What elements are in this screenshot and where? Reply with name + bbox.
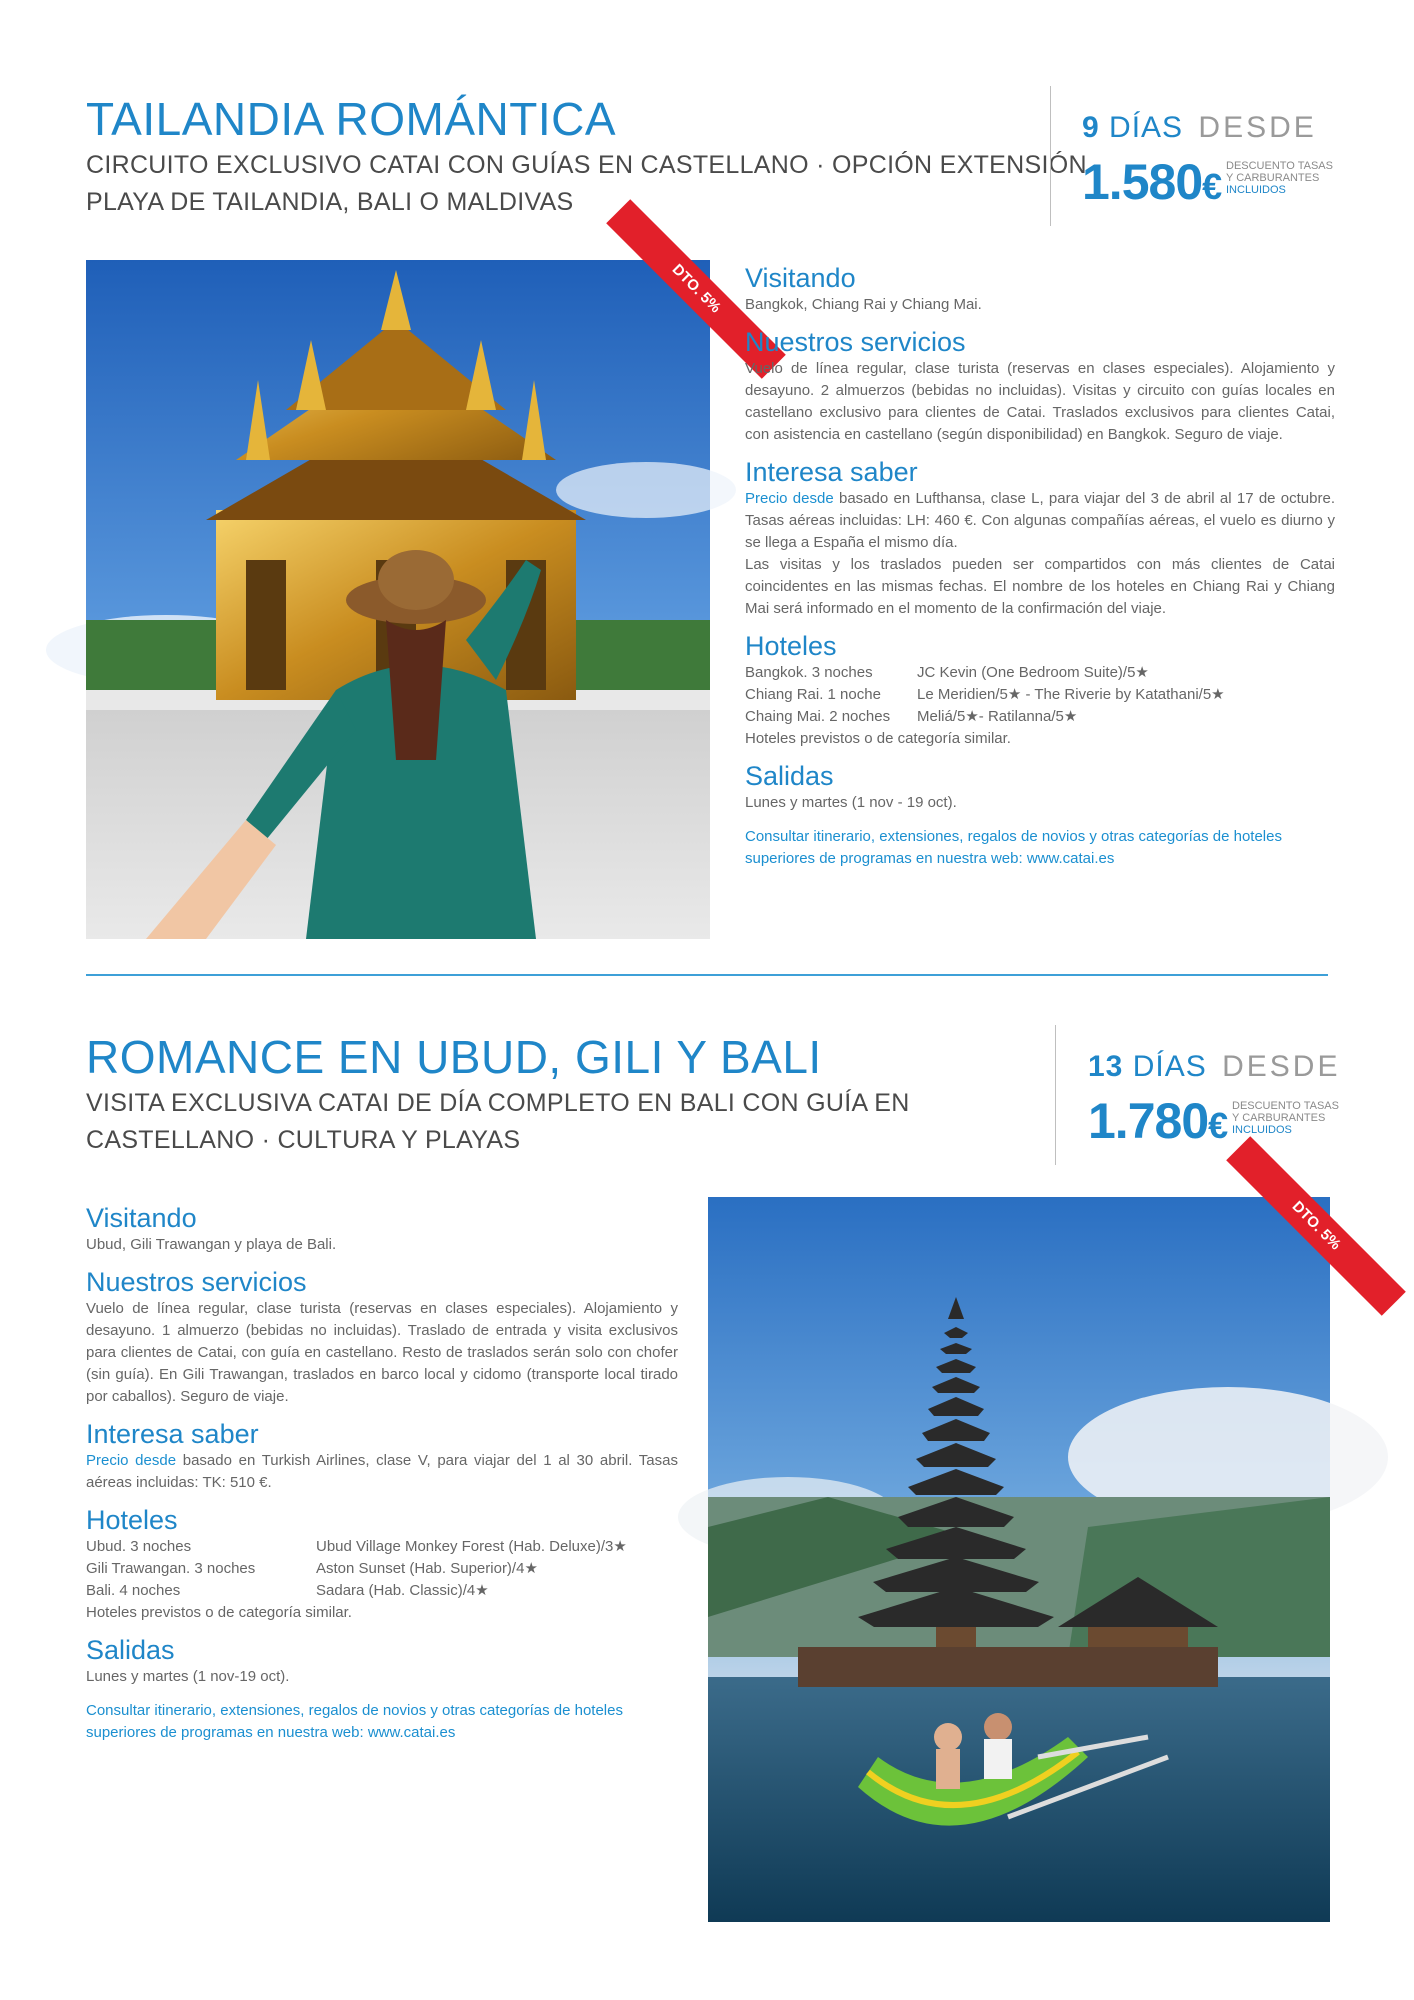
trip1-hoteles-note: Hoteles previstos o de categoría similar. xyxy=(745,730,1011,747)
trip2-servicios-heading: Nuestros servicios xyxy=(86,1267,307,1297)
trip1-precio-desde: Precio desde xyxy=(745,490,834,507)
trip1-price-value: 1.580 xyxy=(1082,154,1203,210)
trip1-note-line3: INCLUIDOS xyxy=(1226,184,1286,196)
trip2-discount-badge: DTO. 5% xyxy=(1226,1136,1406,1316)
trip2-desde: DESDE xyxy=(1222,1050,1341,1083)
trip1-title: TAILANDIA ROMÁNTICA xyxy=(86,93,617,145)
hotel-city: Bangkok. 3 noches xyxy=(745,664,873,681)
hotel-name: Aston Sunset (Hab. Superior)/4★ xyxy=(316,1560,538,1577)
trip1-days-number: 9 xyxy=(1082,111,1100,144)
trip2-interesa-heading: Interesa saber xyxy=(86,1419,259,1449)
trip1-price-note xyxy=(1226,160,1336,196)
trip1-subtitle-line1: CIRCUITO EXCLUSIVO CATAI CON GUÍAS EN CASTELLANO · OPCIÓN EXTENSIÓN xyxy=(86,151,1087,179)
trip1-days-label: DÍAS xyxy=(1109,111,1184,144)
hotel-city: Ubud. 3 noches xyxy=(86,1538,192,1555)
trip2-photo xyxy=(708,1197,1345,1922)
trip2-precio-desde: Precio desde xyxy=(86,1452,177,1469)
trip1-hotel-row xyxy=(745,706,1335,728)
trip1-website-link[interactable]: Consultar itinerario, extensiones, regalos de novios y otras categorías de hoteles superiores de programas en nuestra web: www.catai.es xyxy=(745,828,1282,867)
trip2-salidas-text: Lunes y martes (1 nov-19 oct). xyxy=(86,1668,290,1685)
hotel-city: Bali. 4 noches xyxy=(86,1582,181,1599)
trip1-interesa-text2: Las visitas y los traslados pueden ser compartidos con más clientes de Catai coincidentes en las mismas fechas. El nombre de los hoteles en Chiang Rai y Chiang Mai será informado en el momento de la confirmación del viaje. xyxy=(745,556,1335,617)
trip1-note-line1: DESCUENTO TASAS xyxy=(1226,160,1333,172)
trip2-visitando-text: Ubud, Gili Trawangan y playa de Bali. xyxy=(86,1236,337,1253)
trip1-servicios-heading: Nuestros servicios xyxy=(745,327,966,357)
trip1-interesa-heading: Interesa saber xyxy=(745,457,918,487)
trip1-subtitle-line2: PLAYA DE TAILANDIA, BALI O MALDIVAS xyxy=(86,188,574,216)
hotel-name: JC Kevin (One Bedroom Suite)/5★ xyxy=(917,664,1149,681)
trip2-subtitle-line1: VISITA EXCLUSIVA CATAI DE DÍA COMPLETO EN BALI CON GUÍA EN xyxy=(86,1089,910,1117)
trip1-visitando-heading: Visitando xyxy=(745,263,856,293)
trip1-salidas-text: Lunes y martes (1 nov - 19 oct). xyxy=(745,794,957,811)
trip1-discount-badge: DTO. 5% xyxy=(606,199,786,379)
hotel-name: Meliá/5★- Ratilanna/5★ xyxy=(917,708,1078,725)
trip2-visitando-heading: Visitando xyxy=(86,1203,197,1233)
trip2-note-line3: INCLUIDOS xyxy=(1232,1124,1292,1136)
trip2-salidas-heading: Salidas xyxy=(86,1635,175,1665)
trip2-subtitle-line2: CASTELLANO · CULTURA Y PLAYAS xyxy=(86,1126,521,1154)
thai-temple-illustration xyxy=(86,260,710,939)
hotel-city: Chaing Mai. 2 noches xyxy=(745,708,891,725)
trip2-servicios-text: Vuelo de línea regular, clase turista (reservas en clases especiales). Alojamiento y desayuno. 1 almuerzo (bebidas no incluidas). Traslado de entrada y visita exclusivos para clientes de Catai, con guía en castellano. Resto de traslados serán solo con chofer (sin guía). En Gili Trawangan, traslados en barco local y cidomo (transporte local tirado por caballos). Seguro de viaje. xyxy=(86,1300,678,1405)
trip1-hoteles-heading: Hoteles xyxy=(745,631,837,661)
trip1-visitando-text: Bangkok, Chiang Rai y Chiang Mai. xyxy=(745,296,982,313)
trip1-hotel-row xyxy=(745,684,1335,706)
trip2-hotel-row xyxy=(86,1580,678,1602)
trip2-days-number: 13 xyxy=(1088,1050,1124,1083)
trip2-interesa-part1: basado en Turkish Airlines, clase V, para viajar del 1 al 30 abril. Tasas aéreas incluidas: TK: 510 €. xyxy=(86,1452,678,1491)
trip2-price-value: 1.780 xyxy=(1088,1093,1209,1149)
bali-water-temple-illustration xyxy=(708,1197,1330,1922)
trip1-price-divider xyxy=(1050,86,1051,226)
trip1-photo xyxy=(86,260,725,939)
trip1-subtitle xyxy=(86,147,1087,221)
trip2-days xyxy=(1088,1050,1340,1084)
trip2-price-divider xyxy=(1055,1025,1056,1165)
trip2-hotel-row xyxy=(86,1558,678,1580)
trip2-days-label: DÍAS xyxy=(1132,1050,1207,1083)
trip1-desde: DESDE xyxy=(1198,111,1317,144)
trip2-hoteles-heading: Hoteles xyxy=(86,1505,178,1535)
hotel-city: Gili Trawangan. 3 noches xyxy=(86,1560,256,1577)
trip2-info xyxy=(86,1202,678,1744)
trip1-note-line2: Y CARBURANTES xyxy=(1226,172,1320,184)
trip2-currency: € xyxy=(1208,1105,1228,1146)
trip1-servicios-text: Vuelo de línea regular, clase turista (reservas en clases especiales). Alojamiento y desayuno. 2 almuerzos (bebidas no incluidas). Visitas y circuito con guías locales en castellano exclusivo para clientes de Catai. Traslados exclusivos para clientes Catai, con asistencia en castellano (según disponibilidad) en Bangkok. Seguro de viaje. xyxy=(745,360,1335,443)
trip1-days xyxy=(1082,111,1317,145)
trip2-website-link[interactable]: Consultar itinerario, extensiones, regalos de novios y otras categorías de hoteles superiores de programas en nuestra web: www.catai.es xyxy=(86,1702,623,1741)
hotel-city: Chiang Rai. 1 noche xyxy=(745,686,881,703)
trip2-price-note xyxy=(1232,1100,1342,1136)
trip2-note-line2: Y CARBURANTES xyxy=(1232,1112,1326,1124)
trip1-currency: € xyxy=(1202,166,1222,207)
trip2-subtitle xyxy=(86,1085,910,1159)
hotel-name: Ubud Village Monkey Forest (Hab. Deluxe)/3★ xyxy=(316,1538,627,1555)
trip2-hoteles-note: Hoteles previstos o de categoría similar. xyxy=(86,1604,352,1621)
trip2-hotel-row xyxy=(86,1536,678,1558)
trip1-hotel-row xyxy=(745,662,1335,684)
trip1-info xyxy=(745,262,1335,870)
trip1-interesa-text xyxy=(745,488,1335,554)
hotel-name: Le Meridien/5★ - The Riverie by Katathani/5★ xyxy=(917,686,1225,703)
trip1-price xyxy=(1082,153,1221,211)
trip1-interesa-part1: basado en Lufthansa, clase L, para viajar del 3 de abril al 17 de octubre. Tasas aéreas incluidas: LH: 460 €. Con algunas compañías aéreas, el vuelo es diurno y se llega a España el mismo día. xyxy=(745,490,1335,551)
hotel-name: Sadara (Hab. Classic)/4★ xyxy=(316,1582,489,1599)
trip2-note-line1: DESCUENTO TASAS xyxy=(1232,1100,1339,1112)
trip2-title: ROMANCE EN UBUD, GILI Y BALI xyxy=(86,1031,822,1083)
trip2-price xyxy=(1088,1092,1227,1150)
trip2-interesa-text xyxy=(86,1450,678,1494)
trip1-salidas-heading: Salidas xyxy=(745,761,834,791)
section-divider xyxy=(86,974,1328,976)
